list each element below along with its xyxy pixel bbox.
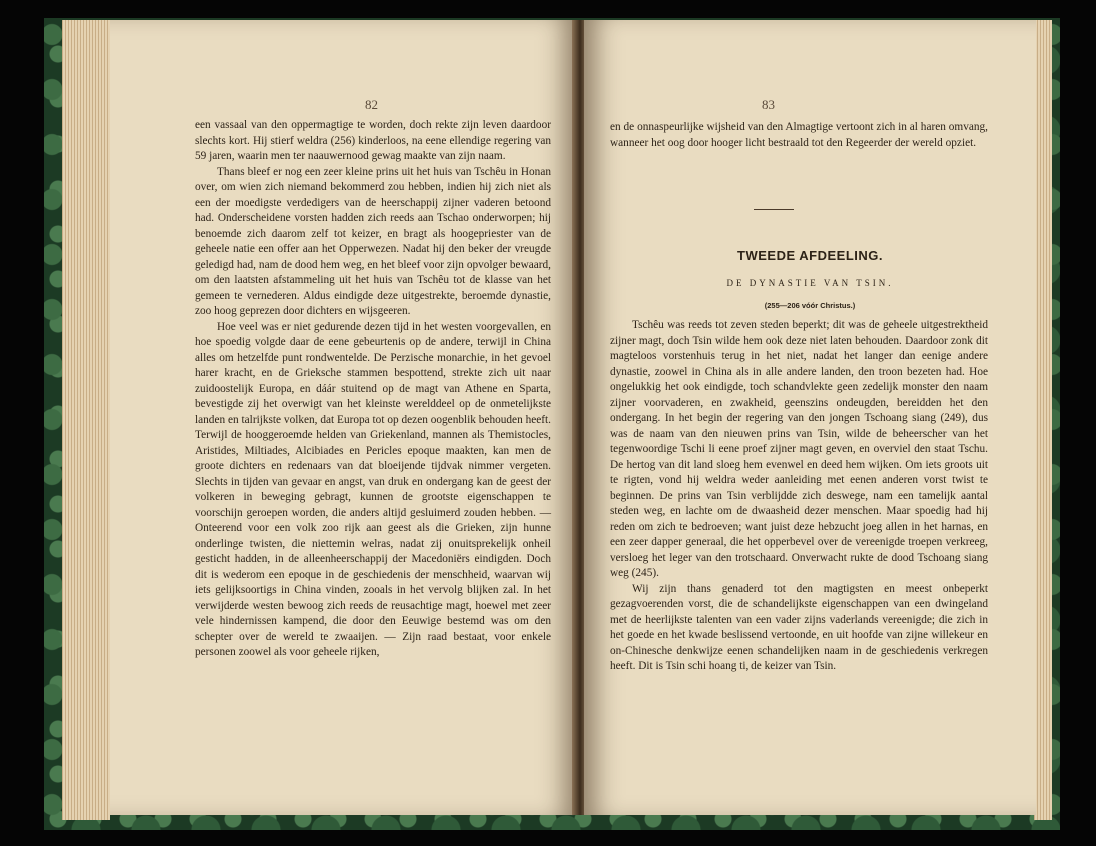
page-number: 82 [365, 97, 378, 112]
right-page-body-text [610, 318, 988, 675]
left-page [110, 20, 576, 815]
dynasty-heading: DE DYNASTIE VAN TSIN. [726, 278, 894, 288]
left-page-text [195, 118, 551, 661]
section-rule [754, 209, 794, 210]
paragraph: Hoe veel was er niet gedurende dezen tijd in het westen voorgevallen, en hoe spoedig volgde daar de eene gebeurtenis op de andere, terwijl in China alles om hetzelfde punt rondwentelde. De Perzische monarchie, in het gevoel harer kracht, en de Grieksche stammen bespottend, strekte zich uit naar zuidoostelijk Europa, en dáár stuitend op de magt van Athene en Sparta, bevestigde zij het overwigt van het kleinste werelddeel op de onmetelijkste landen en talrijkste volken, dat Europa tot op dezen oogenblik behouden heeft. Terwijl de hooggeroemde helden van Griekenland, mannen als Themistocles, Aristides, Miltiades, Alcibiades en Pericles epoque maakten, kan men de groote dichters en redenaars van dat bloeijende tijdvak nimmer vergeten. Slechts in tijden van gevaar en angst, van druk en ondergang kan de geest der volkeren in beweging gebragt, kunnen de grootste eigenschappen te voorschijn geroepen worden, die anders altijd gesluimerd zouden hebben. — Onteerend voor een volk zoo rijk aan geest als die Grieken, zijn hunne onderlinge twisten, die niettemin welras, nadat zij onuitsprekelijk onheil gesticht hadden, in de alleenheerschappij der Macedoniërs eindigden. Doch dit is wederom een epoque in de geschiedenis der menschheid, waarvan wij iets gelijksoortigs in China vinden, zooals in het vervolg blijken zal. In het verwijderde westen bewoog zich reeds de reusachtige magt, hoewel met zeer vele hindernissen kampend, die door den Eeuwige bestemd was om den schepter over de wereld te zwaaijen. — Zijn raad bestaat, voor enkele personen zoowel als voor geheele rijken, [195, 320, 551, 658]
right-page [584, 20, 1036, 815]
page-edges-left [62, 20, 110, 820]
paragraph: Tschêu was reeds tot zeven steden beperkt; dit was de geheele uitgestrektheid zijner magt, doch Tsin wilde hem ook deze niet laten behouden. Daardoor zonk dit magteloos vorstenhuis terug in het niet, nadat het langer dan eenige andere dynastie, zoowel in China als in alle andere landen, den troon bezeten had. Hoe ongelukkig het ook eindigde, toch schandvlekte geen zedelijk monster den naam zijner voorvaderen, en zwakheid, geenszins ondeugden, bereidden het den ondergang. In het begin der regering van den jongen Tschoang siang (249), dus was de naam van den nieuwen prins van Tsin, wilde de beheerscher van het tegenwoordige Tschi li eene proef zijner magt geven, en overviel den staat Tschu. De hertog van dit land sloeg hem evenwel en deed hem wijken. Om iets groots uit te rigten, vond hij weldra weder aanleiding met eenen anderen vorst twist te beginnen. De prins van Tsin verblijdde zich deswege, nam een tamelijk aantal steden weg, en lachte om de dwaasheid dezer menschen. Maar spoedig had hij reden om zich te bedroeven; want juist deze hebzucht joeg allen in het harnas, en een zeer dapper generaal, die het opperbevel over de vereenigde troepen verkreeg, versloeg het leger van den trotschaard. Onverwacht rukte de dood Tschoang siang weg (245). [610, 319, 988, 579]
page-edges-right [1034, 20, 1052, 820]
paragraph: Wij zijn thans genaderd tot den magtigsten en meest onbeperkt gezagvoerenden vorst, die de schandelijkste eigenschappen van een dwingeland met de heerlijkste talenten van een vader zijns vaderlands vereenigde; die zich in het goede en het kwade beslissend vertoonde, en uit hoofde van zijne willekeur en on-Chinesche denkwijze eenen schandelijken naam in de geschiedenis verkregen heeft. Dit is Tsin schi hoang ti, de keizer van Tsin. [610, 582, 988, 672]
part-heading: TWEEDE AFDEELING. [737, 248, 883, 263]
paragraph: Thans bleef er nog een zeer kleine prins uit het huis van Tschêu in Honan over, om wien zich niemand bekommerd zou hebben, indien hij zich niet als een der moedigste verdedigers van de heerschappij zijner vaderen betoond had. Onderscheidene vorsten hadden zich reeds aan Tschao onderworpen; hij benoemde zich daarom zelf tot keizer, en bragt als hoogepriester van de geheele natie een offer aan het Opperwezen. Nadat hij den beker der vreugde geledigd had, nam de dood hem weg, en het bleef voor zijn opvolger bewaard, om den laatsten afstammeling uit het huis van Tschêu tot de klasse van het gemeen te vernederen. Aldus eindigde deze uitgestrekte, beroemde dynastie, zoo hoog geprezen door dichters en wijsgeeren. [195, 165, 551, 317]
paragraph: een vassaal van den oppermagtige te worden, doch rekte zijn leven daardoor slechts kort. Hij stierf weldra (256) kinderloos, na eene ellendige regering van 59 jaren, waarin men ter naauwernood gewag maakte van zijn naam. [195, 119, 551, 162]
page-number: 83 [762, 97, 775, 112]
right-page-top-text [610, 120, 988, 151]
years-subheading: (255—206 vóór Christus.) [764, 301, 856, 310]
paragraph: en de onnaspeurlijke wijsheid van den Almagtige vertoont zich in al haren omvang, wanneer het oog door hooger licht bestraald tot den Regeerder der wereld opziet. [610, 121, 988, 149]
